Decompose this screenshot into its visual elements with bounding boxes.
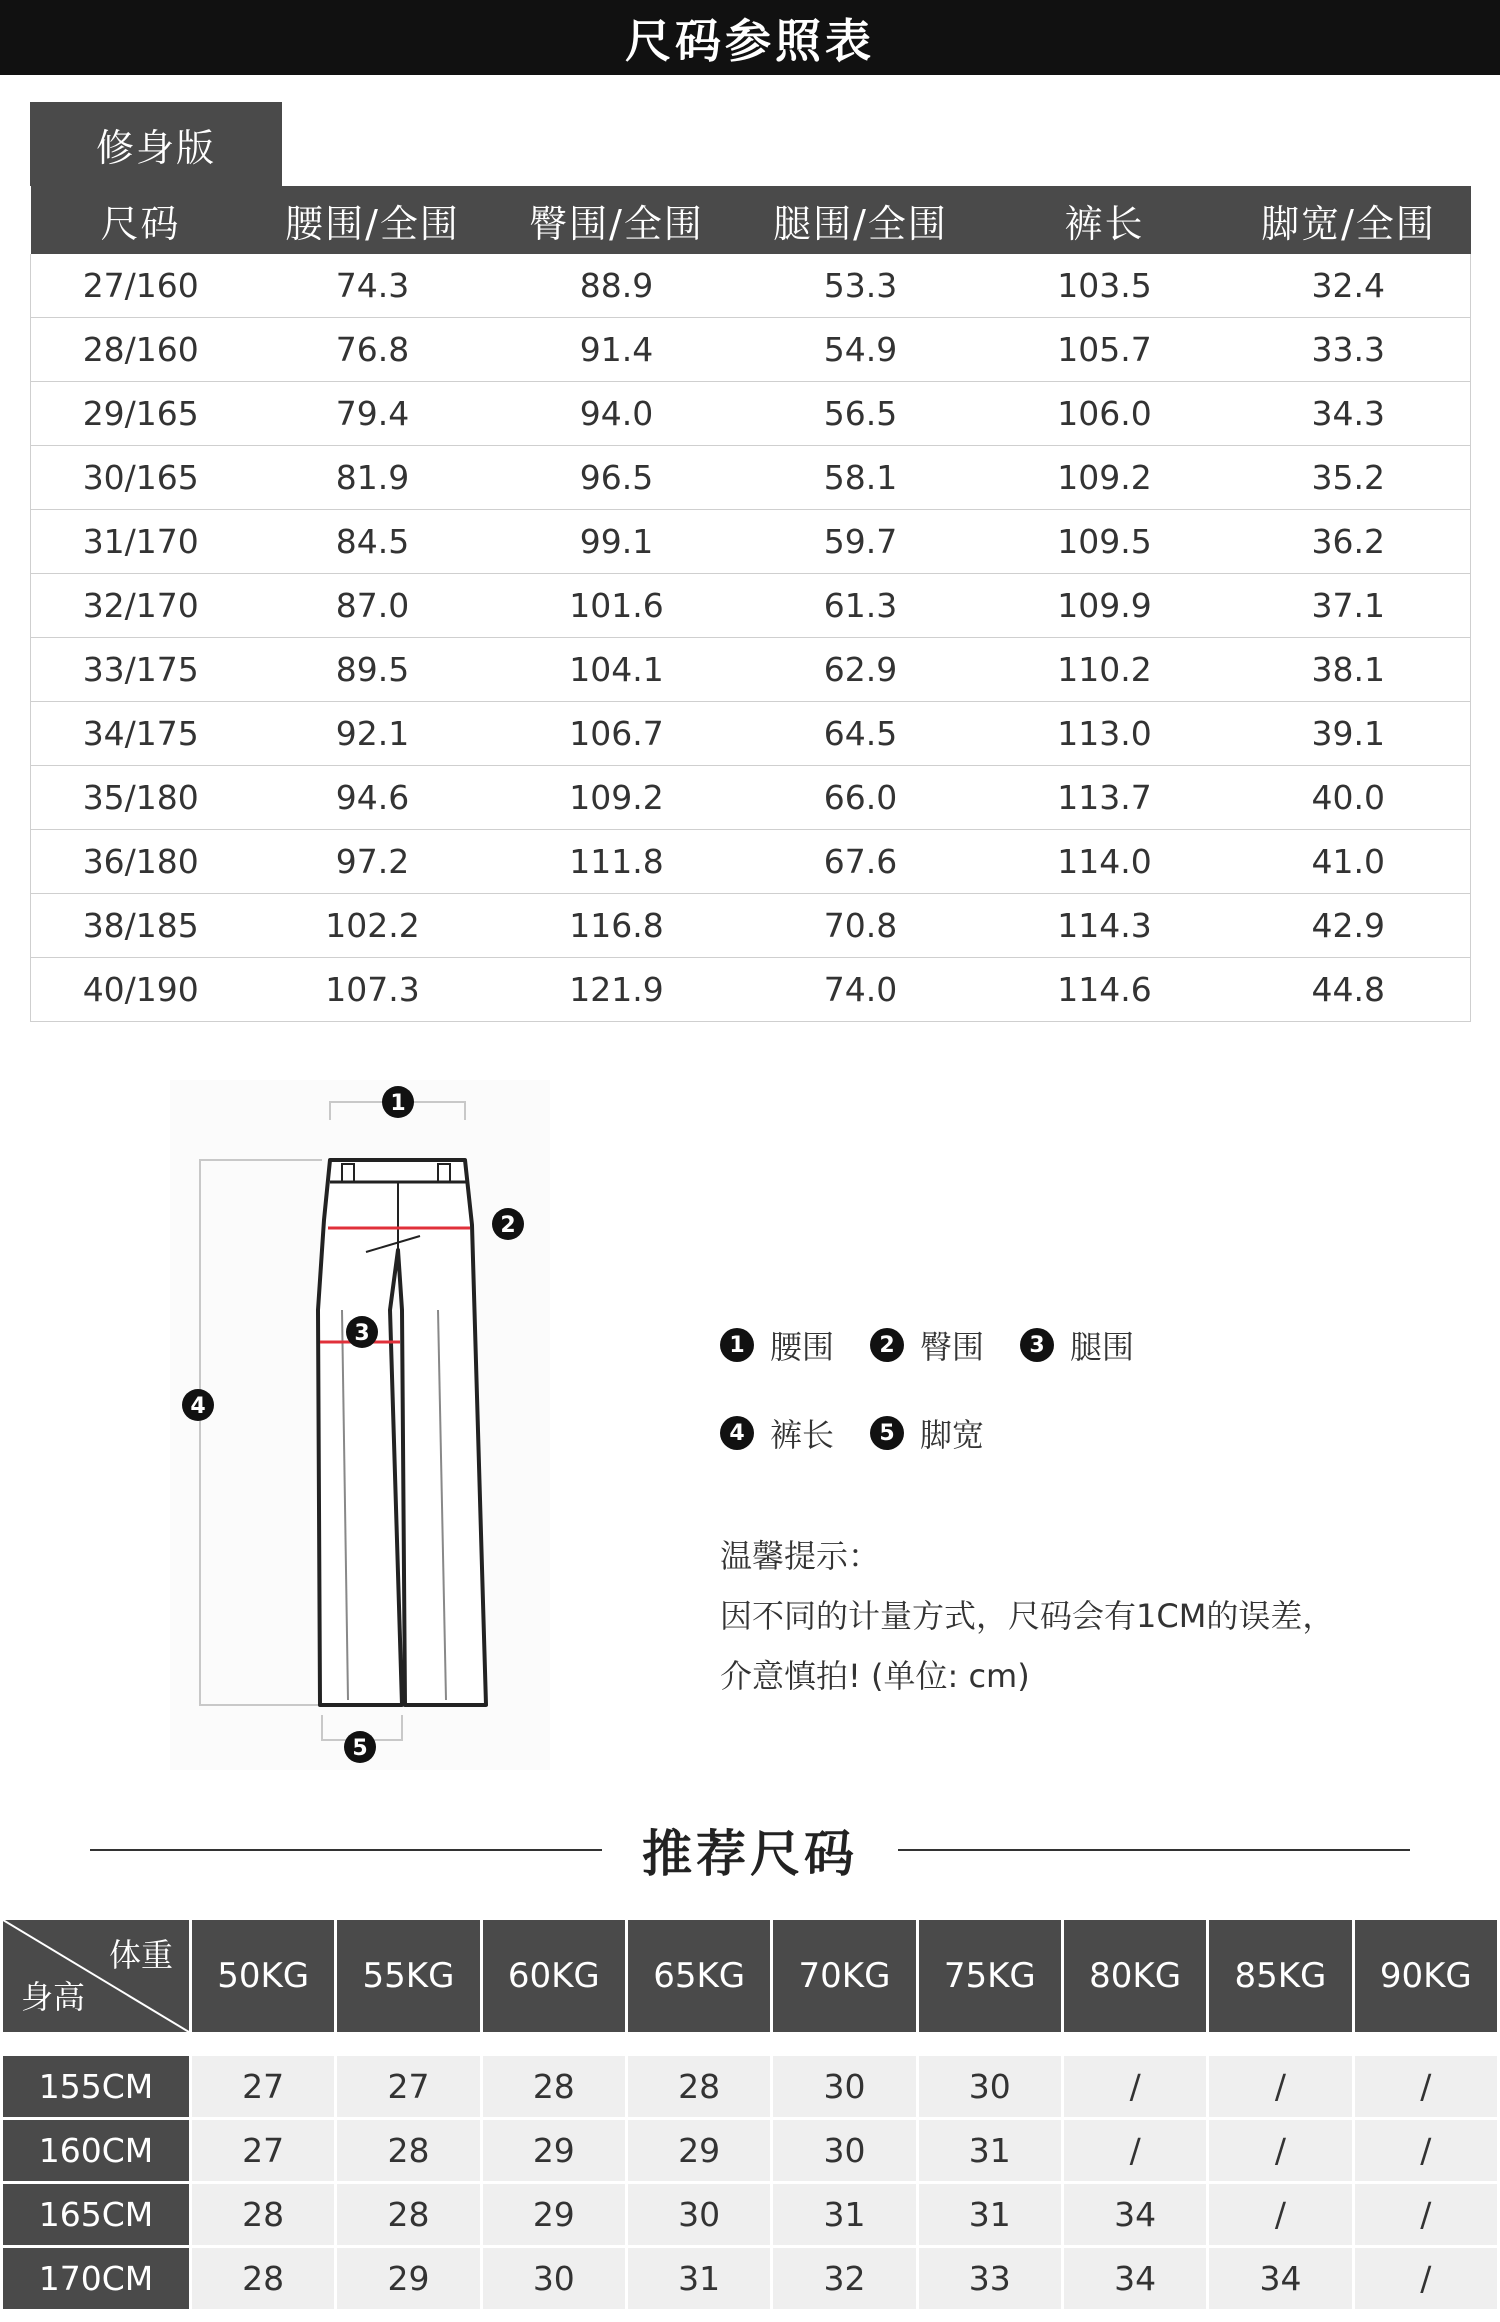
measure-cell: 89.5 [251,638,495,702]
recommended-size-cell: / [1355,2120,1497,2184]
table-row [3,2184,1497,2248]
measure-cell: 97.2 [251,830,495,894]
recommended-size-cell: 27 [192,2120,334,2184]
table-row [31,702,1471,766]
weight-header: 90KG [1355,1920,1497,2032]
measure-cell: 76.8 [251,318,495,382]
measure-cell: 87.0 [251,574,495,638]
recommended-size-cell: 28 [192,2184,334,2248]
measure-cell: 113.7 [983,766,1227,830]
recommended-size-cell: 27 [192,2056,334,2120]
marker-4 [182,1389,214,1421]
height-label: 155CM [3,2056,189,2120]
marker-5-label: 5 [352,1736,368,1761]
size-cell: 40/190 [31,958,251,1022]
tips-title: 温馨提示： [720,1537,881,1575]
recommended-size-cell: / [1209,2120,1351,2184]
recommended-size-cell: / [1355,2184,1497,2248]
legend-label: 臀围 [920,1328,985,1366]
measure-cell: 107.3 [251,958,495,1022]
measure-cell: 92.1 [251,702,495,766]
size-cell: 28/160 [31,318,251,382]
measure-cell: 35.2 [1227,446,1471,510]
height-label: 160CM [3,2120,189,2184]
recommended-size-cell: 30 [773,2120,915,2184]
measure-cell: 70.8 [739,894,983,958]
size-cell: 33/175 [31,638,251,702]
header-thigh: 腿围/全围 [739,186,983,254]
table-row [31,574,1471,638]
legend-label: 腿围 [1070,1328,1135,1366]
recommended-size-cell: 29 [628,2120,770,2184]
measure-cell: 44.8 [1227,958,1471,1022]
legend-item-thigh [1020,1322,1134,1368]
measure-cell: 110.2 [983,638,1227,702]
table-row [31,382,1471,446]
recommend-size-table [0,1920,1500,2312]
measure-cell: 94.0 [495,382,739,446]
table-row [31,254,1471,318]
marker-2 [492,1208,524,1240]
recommended-size-cell: 34 [1064,2248,1206,2312]
measure-cell: 106.7 [495,702,739,766]
weight-header: 85KG [1209,1920,1351,2032]
measure-cell: 113.0 [983,702,1227,766]
size-cell: 31/170 [31,510,251,574]
corner-weight-label: 体重 [108,1936,173,1974]
corner-height-label: 身高 [21,1978,86,2016]
legend-number: 5 [870,1416,904,1450]
weight-header: 65KG [628,1920,770,2032]
marker-2-label: 2 [500,1213,516,1238]
measure-cell: 54.9 [739,318,983,382]
recommend-header-row [3,1920,1497,2032]
measure-cell: 114.3 [983,894,1227,958]
measure-cell: 74.3 [251,254,495,318]
recommended-size-cell: 30 [628,2184,770,2248]
table-row [31,958,1471,1022]
recommended-size-cell: 33 [919,2248,1061,2312]
header-spacer [3,2032,1497,2056]
size-cell: 32/170 [31,574,251,638]
measure-cell: 101.6 [495,574,739,638]
recommended-size-cell: 32 [773,2248,915,2312]
measure-cell: 62.9 [739,638,983,702]
tips-line-1: 因不同的计量方式，尺码会有1CM的误差， [720,1597,1335,1635]
weight-header: 75KG [919,1920,1061,2032]
table-row [31,766,1471,830]
measure-cell: 111.8 [495,830,739,894]
marker-3 [346,1316,378,1348]
recommended-size-cell: 28 [192,2248,334,2312]
measure-cell: 32.4 [1227,254,1471,318]
tips-line-2: 介意慎拍! (单位: cm) [720,1657,1030,1695]
measure-cell: 88.9 [495,254,739,318]
legend-item-waist [720,1322,834,1368]
size-cell: 30/165 [31,446,251,510]
page-title: 尺码参照表 [0,0,1500,75]
measure-cell: 96.5 [495,446,739,510]
heading-divider-left [90,1849,602,1851]
measure-cell: 91.4 [495,318,739,382]
header-size: 尺码 [31,186,251,254]
heading-divider-right [898,1849,1410,1851]
recommended-size-cell: / [1209,2184,1351,2248]
tips-note [720,1526,1480,1706]
measure-cell: 42.9 [1227,894,1471,958]
measure-cell: 33.3 [1227,318,1471,382]
marker-3-label: 3 [354,1321,370,1346]
measure-cell: 99.1 [495,510,739,574]
header-length: 裤长 [983,186,1227,254]
measure-cell: 104.1 [495,638,739,702]
recommended-size-cell: 30 [483,2248,625,2312]
recommended-size-cell: 30 [919,2056,1061,2120]
weight-header: 70KG [773,1920,915,2032]
measure-cell: 105.7 [983,318,1227,382]
recommended-size-cell: 29 [483,2120,625,2184]
recommended-size-cell: 29 [337,2248,479,2312]
size-cell: 29/165 [31,382,251,446]
size-cell: 35/180 [31,766,251,830]
size-chart-table [30,186,1471,1022]
recommended-size-cell: / [1064,2120,1206,2184]
recommended-size-cell: / [1209,2056,1351,2120]
measure-cell: 59.7 [739,510,983,574]
legend-label: 裤长 [770,1416,835,1454]
size-cell: 27/160 [31,254,251,318]
recommended-size-cell: 27 [337,2056,479,2120]
measure-cell: 109.2 [495,766,739,830]
measure-cell: 109.2 [983,446,1227,510]
measure-cell: 106.0 [983,382,1227,446]
marker-1-label: 1 [390,1091,406,1116]
measure-cell: 102.2 [251,894,495,958]
recommended-size-cell: 29 [483,2184,625,2248]
size-table-header [31,186,1471,254]
measure-cell: 41.0 [1227,830,1471,894]
table-row [31,894,1471,958]
recommended-size-cell: 31 [919,2184,1061,2248]
recommended-size-cell: 30 [773,2056,915,2120]
measure-cell: 114.6 [983,958,1227,1022]
legend-item-length [720,1410,834,1456]
size-cell: 34/175 [31,702,251,766]
legend-label: 腰围 [770,1328,835,1366]
pants-measurement-diagram [170,1080,550,1770]
measure-cell: 94.6 [251,766,495,830]
legend-number: 4 [720,1416,754,1450]
measure-cell: 61.3 [739,574,983,638]
legend-label: 脚宽 [920,1416,985,1454]
weight-header: 60KG [483,1920,625,2032]
table-row [31,446,1471,510]
table-row [3,2248,1497,2312]
weight-header: 80KG [1064,1920,1206,2032]
recommended-size-cell: 34 [1064,2184,1206,2248]
header-hip: 臀围/全围 [495,186,739,254]
measure-cell: 121.9 [495,958,739,1022]
table-row [31,638,1471,702]
recommended-size-cell: 28 [337,2120,479,2184]
measure-cell: 81.9 [251,446,495,510]
measure-cell: 66.0 [739,766,983,830]
measure-cell: 103.5 [983,254,1227,318]
recommended-size-cell: 31 [919,2120,1061,2184]
measure-cell: 58.1 [739,446,983,510]
measure-cell: 109.9 [983,574,1227,638]
measure-cell: 116.8 [495,894,739,958]
recommended-size-cell: / [1355,2056,1497,2120]
table-row [31,510,1471,574]
measure-cell: 109.5 [983,510,1227,574]
measure-cell: 67.6 [739,830,983,894]
table-row [31,318,1471,382]
weight-header: 55KG [337,1920,479,2032]
measure-cell: 64.5 [739,702,983,766]
legend-item-hem [870,1410,984,1456]
recommended-size-cell: / [1355,2248,1497,2312]
recommended-size-cell: 28 [483,2056,625,2120]
legend-number: 3 [1020,1328,1054,1362]
table-row [31,830,1471,894]
recommend-heading [90,1815,1410,1885]
measure-cell: 53.3 [739,254,983,318]
recommended-size-cell: 28 [628,2056,770,2120]
measure-cell: 38.1 [1227,638,1471,702]
size-cell: 38/185 [31,894,251,958]
table-row [3,2056,1497,2120]
header-waist: 腰围/全围 [251,186,495,254]
measure-cell: 79.4 [251,382,495,446]
measure-cell: 36.2 [1227,510,1471,574]
fit-type-label: 修身版 [30,102,282,186]
table-row [3,2120,1497,2184]
height-label: 165CM [3,2184,189,2248]
recommended-size-cell: / [1064,2056,1206,2120]
measure-cell: 74.0 [739,958,983,1022]
measurement-legend [720,1320,1460,1496]
measure-cell: 114.0 [983,830,1227,894]
recommended-size-cell: 28 [337,2184,479,2248]
legend-item-hip [870,1322,984,1368]
weight-header: 50KG [192,1920,334,2032]
corner-cell [3,1920,189,2032]
measure-cell: 40.0 [1227,766,1471,830]
height-label: 170CM [3,2248,189,2312]
legend-number: 2 [870,1328,904,1362]
recommended-size-cell: 31 [628,2248,770,2312]
size-cell: 36/180 [31,830,251,894]
legend-number: 1 [720,1328,754,1362]
marker-4-label: 4 [190,1394,206,1419]
measure-cell: 37.1 [1227,574,1471,638]
recommend-title: 推荐尺码 [642,1825,858,1883]
marker-1 [382,1086,414,1118]
marker-5 [344,1731,376,1763]
recommended-size-cell: 34 [1209,2248,1351,2312]
measure-cell: 84.5 [251,510,495,574]
recommended-size-cell: 31 [773,2184,915,2248]
measure-cell: 39.1 [1227,702,1471,766]
header-hem: 脚宽/全围 [1227,186,1471,254]
measure-cell: 56.5 [739,382,983,446]
measure-cell: 34.3 [1227,382,1471,446]
